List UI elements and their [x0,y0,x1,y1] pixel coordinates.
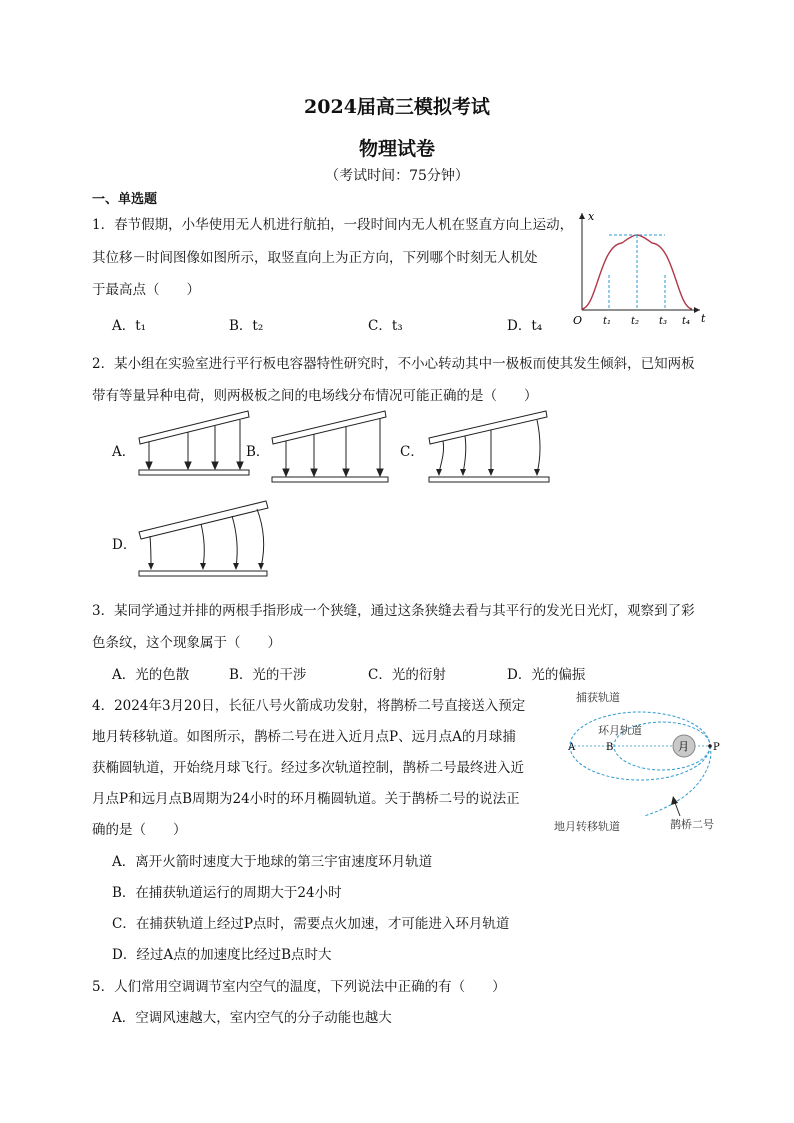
field-arrowheads [436,469,540,476]
tilted-plate [429,411,547,444]
q1-option-d: D．t₄ [507,318,543,334]
q2-option-c-label: C． [400,444,424,460]
q1-line-2: 其位移－时间图像如图所示，取竖直向上为正方向，下列哪个时刻无人机处 [92,250,538,266]
q2-line-2: 带有等量异种电荷，则两极板之间的电场线分布情况可能正确的是（ ） [92,388,538,404]
tick-t4: t₄ [682,316,691,327]
q3-option-d: D．光的偏振 [507,667,586,683]
bottom-plate [139,571,267,576]
q3-option-a: A．光的色散 [112,667,190,683]
q2-figure-d [135,498,275,582]
q3-line-2: 色条纹，这个现象属于（ ） [92,635,281,651]
exam-time: （考试时间：75分钟） [325,168,469,184]
transfer-orbit [644,746,711,816]
tilted-plate [272,411,386,444]
field-arrowheads [148,563,264,570]
lunar-orbit-label: 环月轨道 [598,724,642,737]
section-heading: 一、单选题 [92,192,158,207]
point-p-dot [708,744,712,748]
q4-line-1: 4．2024年3月20日，长征八号火箭成功发射，将鹊桥二号直接送入预定 [92,698,526,714]
tilted-plate [139,501,268,539]
q4-orbit-diagram [552,688,728,838]
probe-label: 鹊桥二号 [670,818,714,831]
bottom-plate [139,470,249,475]
q1-option-c: C．t₃ [368,318,403,334]
point-p-label: P [713,742,720,753]
probe-arrowhead [671,796,678,805]
q4-option-c: C．在捕获轨道上经过P点时，需要点火加速，才可能进入环月轨道 [112,916,510,932]
q2-figure-a [135,408,255,488]
tick-t2: t₂ [631,316,640,327]
q4-option-a: A．离开火箭时速度大于地球的第三宇宙速度环月轨道 [112,854,433,870]
q4-line-3: 获椭圆轨道，开始绕月球飞行。经过多次轨道控制，鹊桥二号最终进入近 [92,760,524,776]
q4-line-4: 月点P和远月点B周期为24小时的环月椭圆轨道。关于鹊桥二号的说法正 [92,791,520,807]
tick-t1: t₁ [603,316,612,327]
y-axis-label: x [588,210,595,223]
origin-label: O [573,314,583,327]
q1-line-1: 1．春节假期，小华使用无人机进行航拍，一段时间内无人机在竖直方向上运动， [92,217,574,233]
q2-option-b-label: B． [246,444,270,460]
q2-figure-b [268,408,393,488]
exam-title: 2024届高三模拟考试 [304,96,490,118]
q5-option-a: A．空调风速越大，室内空气的分子动能也越大 [112,1010,392,1026]
q2-option-d-label: D． [112,537,137,553]
x-axis-label: t [701,312,706,325]
q3-line-1: 3．某同学通过并排的两根手指形成一个狭缝，通过这条狭缝去看与其平行的发光日光灯，观察到了彩 [92,603,695,619]
q4-line-2: 地月转移轨道。如图所示，鹊桥二号在进入近月点P、远月点A的月球捕 [92,729,516,745]
point-a-label: A [568,742,576,753]
q4-option-b: B．在捕获轨道运行的周期大于24小时 [112,885,342,901]
q1-line-3: 于最高点（ ） [92,282,200,298]
q4-line-5: 确的是（ ） [92,822,187,838]
paper-subject: 物理试卷 [358,138,435,160]
capture-orbit-label: 捕获轨道 [576,691,620,704]
q3-option-b: B．光的干涉 [229,667,307,683]
point-b-label: B [606,742,614,753]
q2-option-a-label: A． [112,444,136,460]
q4-option-d: D．经过A点的加速度比经过B点时大 [112,947,332,963]
tick-t3: t₃ [659,316,668,327]
bottom-plate [272,477,388,482]
q2-line-1: 2．某小组在实验室进行平行板电容器特性研究时，不小心转动其中一极板而使其发生倾斜，已知两板 [92,356,695,372]
q5-line-1: 5．人们常用空调调节室内空气的温度，下列说法中正确的有（ ） [92,979,506,995]
q1-option-a: A．t₁ [112,318,147,334]
tilted-plate [139,411,249,444]
q2-figure-c [425,408,555,488]
bottom-plate [429,477,549,482]
q3-option-c: C．光的衍射 [368,667,446,683]
q1-option-b: B．t₂ [229,318,264,334]
q1-xt-graph [572,205,712,333]
transfer-orbit-label: 地月转移轨道 [554,820,620,833]
moon-label: 月 [678,740,689,753]
